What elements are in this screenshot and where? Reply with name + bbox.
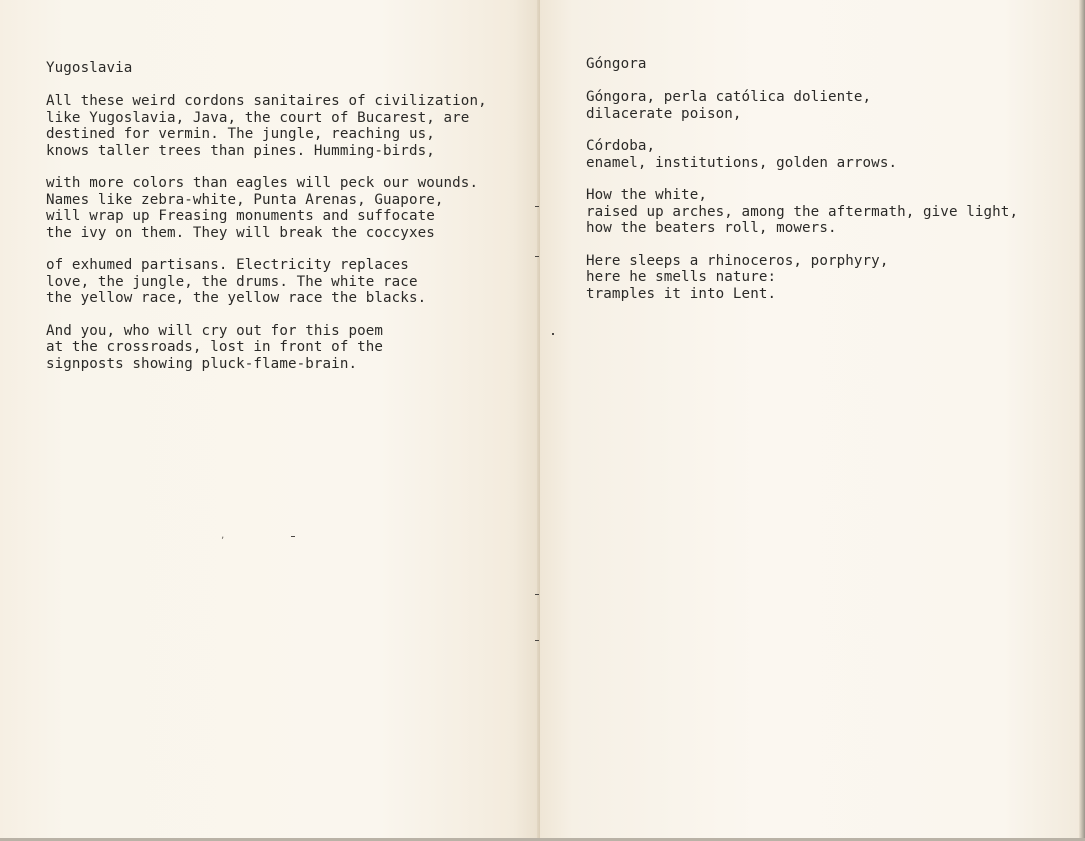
stanza [586, 138, 1018, 171]
gutter-mark [535, 594, 539, 595]
poem-line: the yellow race, the yellow race the blacks. [46, 290, 427, 306]
stanza [586, 253, 1018, 303]
poem-title: Yugoslavia [46, 60, 133, 76]
poem-line: of exhumed partisans. Electricity replaces [46, 257, 409, 273]
poem-line: And you, who will cry out for this poem [46, 322, 384, 339]
poem-yugoslavia [46, 60, 487, 388]
stanza [46, 93, 487, 159]
poem-line: how the beaters roll, mowers. [586, 220, 837, 236]
gutter-mark [552, 333, 554, 335]
page-edge-shadow [1079, 0, 1085, 841]
poem-line: raised up arches, among the aftermath, give light, [586, 203, 1019, 220]
right-page [540, 0, 1085, 841]
left-page [0, 0, 540, 841]
poem-line: at the crossroads, lost in front of the [46, 339, 384, 355]
poem-line: Names like zebra-white, Punta Arenas, Guapore, [46, 191, 444, 208]
poem-line: like Yugoslavia, Java, the court of Bucarest, are [46, 109, 470, 126]
stanza [586, 187, 1018, 237]
poem-line: love, the jungle, the drums. The white race [46, 273, 418, 290]
poem-title: Góngora [586, 56, 647, 72]
poem-line: enamel, institutions, golden arrows. [586, 154, 898, 171]
gutter-mark [535, 256, 539, 257]
poem-line: Córdoba, [586, 138, 656, 154]
gutter-mark [535, 206, 539, 207]
poem-line: Góngora, perla católica doliente, [586, 89, 872, 105]
poem-line: All these weird cordons sanitaires of civilization, [46, 93, 487, 109]
poem-line: destined for vermin. The jungle, reaching us, [46, 126, 435, 142]
stanza [586, 89, 1018, 122]
poem-line: knows taller trees than pines. Humming-birds, [46, 142, 435, 159]
poem-line: with more colors than eagles will peck our wounds. [46, 175, 479, 191]
poem-line: dilacerate poison, [586, 105, 742, 122]
poem-line: signposts showing pluck-flame-brain. [46, 355, 358, 372]
poem-line: How the white, [586, 187, 707, 203]
gutter-mark [535, 640, 539, 641]
stanza [46, 175, 487, 241]
poem-line: the ivy on them. They will break the coccyxes [46, 224, 435, 241]
stray-mark [291, 536, 295, 537]
poem-line: tramples it into Lent. [586, 285, 777, 302]
stray-mark: ‚ [221, 530, 225, 541]
poem-line: here he smells nature: [586, 269, 777, 285]
poem-gongora [586, 56, 1018, 318]
poem-line: will wrap up Freasing monuments and suffocate [46, 208, 435, 224]
poem-line: Here sleeps a rhinoceros, porphyry, [586, 252, 889, 269]
stanza [46, 323, 487, 373]
stanza [46, 257, 487, 307]
